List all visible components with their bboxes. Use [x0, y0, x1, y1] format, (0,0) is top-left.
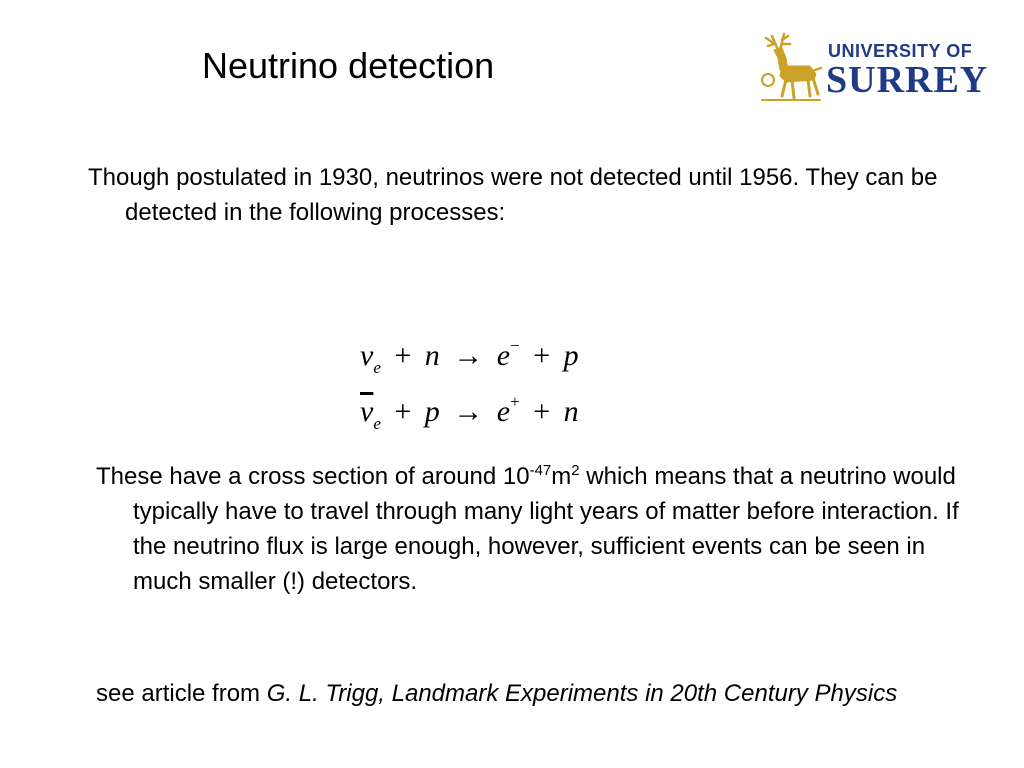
- plus-sign: +: [394, 339, 412, 372]
- reference-prefix: see article from: [96, 680, 267, 707]
- plus-sign: +: [394, 395, 412, 428]
- reactant: p: [424, 395, 440, 428]
- plus-sign: +: [533, 395, 551, 428]
- product-nucleon: p: [563, 339, 579, 372]
- unit-exponent: 2: [571, 462, 580, 479]
- logo-text-surrey: SURREY: [826, 59, 989, 101]
- charge-superscript: +: [510, 392, 520, 411]
- logo-text-university-of: UNIVERSITY OF: [828, 41, 973, 61]
- nu-subscript: e: [373, 358, 381, 377]
- product-lepton: e: [496, 339, 511, 372]
- slide-title: Neutrino detection: [202, 45, 495, 86]
- exponent: -47: [529, 462, 552, 479]
- university-logo: [758, 30, 994, 106]
- stag-icon: [758, 30, 824, 106]
- nu-subscript: e: [373, 414, 381, 433]
- reference-citation: G. L. Trigg, Landmark Experiments in 20th Century Physics: [266, 680, 898, 707]
- equation-antineutrino-capture: [360, 392, 579, 434]
- arrow-icon: →: [453, 395, 484, 428]
- antinu-symbol: $\overline{\nu}$: [360, 395, 374, 428]
- charge-superscript: −: [510, 336, 520, 355]
- cross-section-text-start: These have a cross section of around 10: [96, 463, 530, 490]
- reactant: n: [424, 339, 440, 372]
- equation-neutrino-capture: [360, 336, 579, 378]
- nu-symbol: ν: [360, 339, 374, 372]
- unit: m: [551, 463, 572, 490]
- product-lepton: e: [496, 395, 511, 428]
- intro-paragraph: Though postulated in 1930, neutrinos were not detected until 1956. They can be detected in the following processes:: [88, 164, 938, 226]
- cross-section-paragraph: [96, 459, 983, 599]
- reference-paragraph: [96, 676, 993, 711]
- product-nucleon: n: [563, 395, 579, 428]
- cross-section-text-end: which means that a neutrino would typically have to travel through many light years of matter before interaction. If the neutrino flux is large enough, however, sufficient events can be seen in much smaller (!) detectors.: [133, 463, 959, 595]
- arrow-icon: →: [453, 339, 484, 372]
- plus-sign: +: [533, 339, 551, 372]
